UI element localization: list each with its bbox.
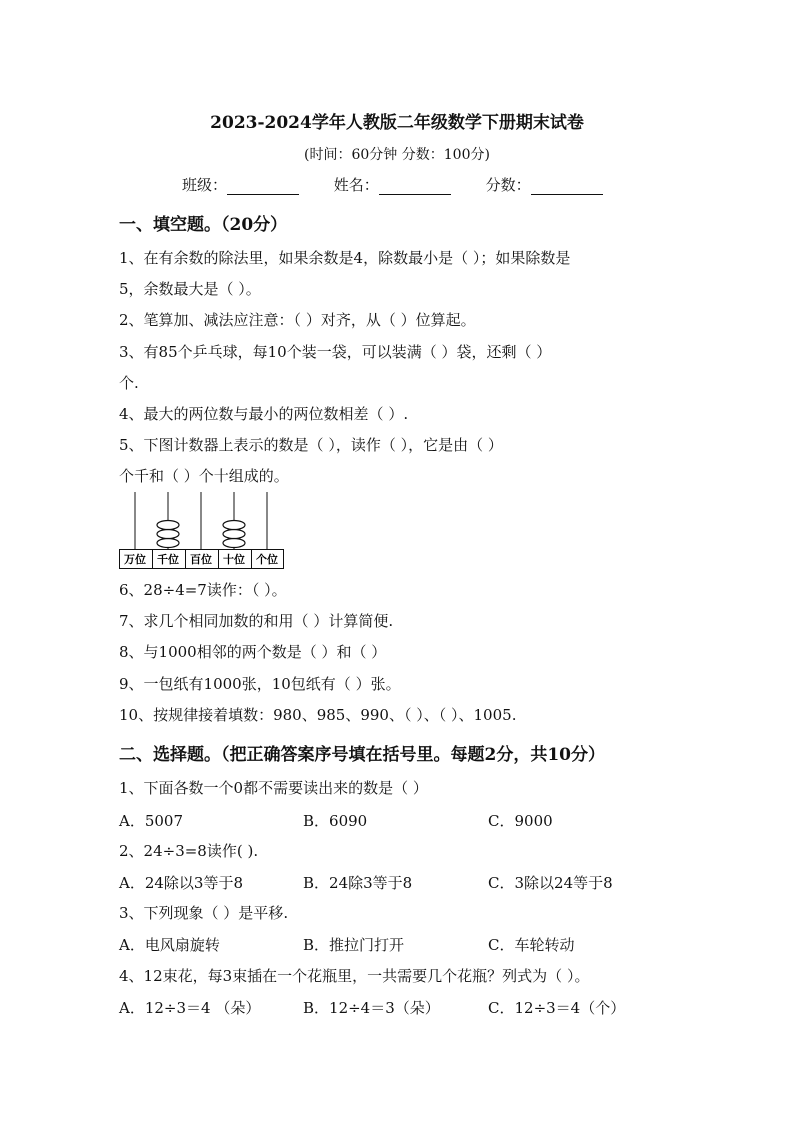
choice-question: 1、下面各数一个0都不需要读出来的数是（ ） [119, 779, 428, 797]
question-line: 3、有85个乒乓球，每10个装一袋，可以装满（ ）袋，还剩（ ） [119, 343, 552, 361]
abacus-bead [223, 539, 245, 548]
question-line: 10、按规律接着填数：980、985、990、（ ）、（ ）、1005. [119, 706, 517, 724]
question-line: 个. [119, 374, 139, 392]
name-label: 姓名： [333, 176, 379, 194]
class-blank[interactable] [227, 178, 299, 195]
option-c[interactable]: C．3除以24等于8 [488, 874, 613, 892]
abacus-bead [223, 530, 245, 539]
abacus-bead [157, 521, 179, 530]
option-a[interactable]: A．24除以3等于8 [119, 874, 244, 892]
option-c[interactable]: C．车轮转动 [488, 936, 575, 954]
section1-heading: 一、填空题。（20分） [119, 215, 288, 235]
class-label: 班级： [182, 176, 228, 194]
name-blank[interactable] [379, 178, 451, 195]
question-line: 8、与1000相邻的两个数是（ ）和（ ） [119, 643, 387, 661]
option-a[interactable]: A．电风扇旋转 [119, 936, 220, 954]
score-blank[interactable] [531, 178, 603, 195]
question-line: 个千和（ ）个十组成的。 [119, 467, 289, 485]
option-c[interactable]: C．9000 [488, 812, 553, 830]
option-a[interactable]: A．5007 [119, 812, 184, 830]
abacus-place-label: 百位 [190, 553, 212, 566]
option-b[interactable]: B．12÷4＝3（朵） [303, 999, 440, 1017]
option-b[interactable]: B．推拉门打开 [303, 936, 405, 954]
exam-time-score: (时间：60分钟 分数：100分) [304, 147, 490, 163]
section2-heading: 二、选择题。（把正确答案序号填在括号里。每题2分，共10分） [119, 745, 605, 765]
question-line: 5、下图计数器上表示的数是（ ），读作（ ），它是由（ ） [119, 436, 503, 454]
question-line: 7、求几个相同加数的和用（ ）计算简便. [119, 612, 394, 630]
abacus-place-label: 万位 [124, 553, 146, 566]
option-b[interactable]: B．24除3等于8 [303, 874, 413, 892]
question-line: 4、最大的两位数与最小的两位数相差（ ）. [119, 405, 409, 423]
question-line: 9、一包纸有1000张，10包纸有（ ）张。 [119, 675, 401, 693]
score-label: 分数： [485, 176, 531, 194]
abacus-place-label: 千位 [157, 553, 179, 566]
option-c[interactable]: C．12÷3＝4（个） [488, 999, 626, 1017]
abacus-bead [157, 539, 179, 548]
question-line: 1、在有余数的除法里，如果余数是4，除数最小是（ ）；如果除数是 [119, 249, 571, 267]
question-line: 5，余数最大是（ ）。 [119, 280, 261, 298]
abacus-bead [223, 521, 245, 530]
option-a[interactable]: A．12÷3＝4 （朵） [119, 999, 261, 1017]
option-b[interactable]: B．6090 [303, 812, 368, 830]
student-info-row [182, 174, 633, 195]
abacus-figure [119, 492, 284, 570]
question-line: 2、笔算加、减法应注意：（ ）对齐，从（ ）位算起。 [119, 311, 476, 329]
abacus-bead [157, 530, 179, 539]
choice-question: 4、12束花，每3束插在一个花瓶里，一共需要几个花瓶？列式为（ ）。 [119, 967, 590, 985]
abacus-place-label: 十位 [223, 553, 245, 566]
choice-question: 3、下列现象（ ）是平移. [119, 904, 289, 922]
question-line: 6、28÷4=7读作：（ ）。 [119, 581, 287, 599]
choice-question: 2、24÷3=8读作( ). [119, 842, 259, 860]
abacus-place-label: 个位 [256, 553, 278, 566]
page-title: 2023-2024学年人教版二年级数学下册期末试卷 [210, 113, 584, 133]
